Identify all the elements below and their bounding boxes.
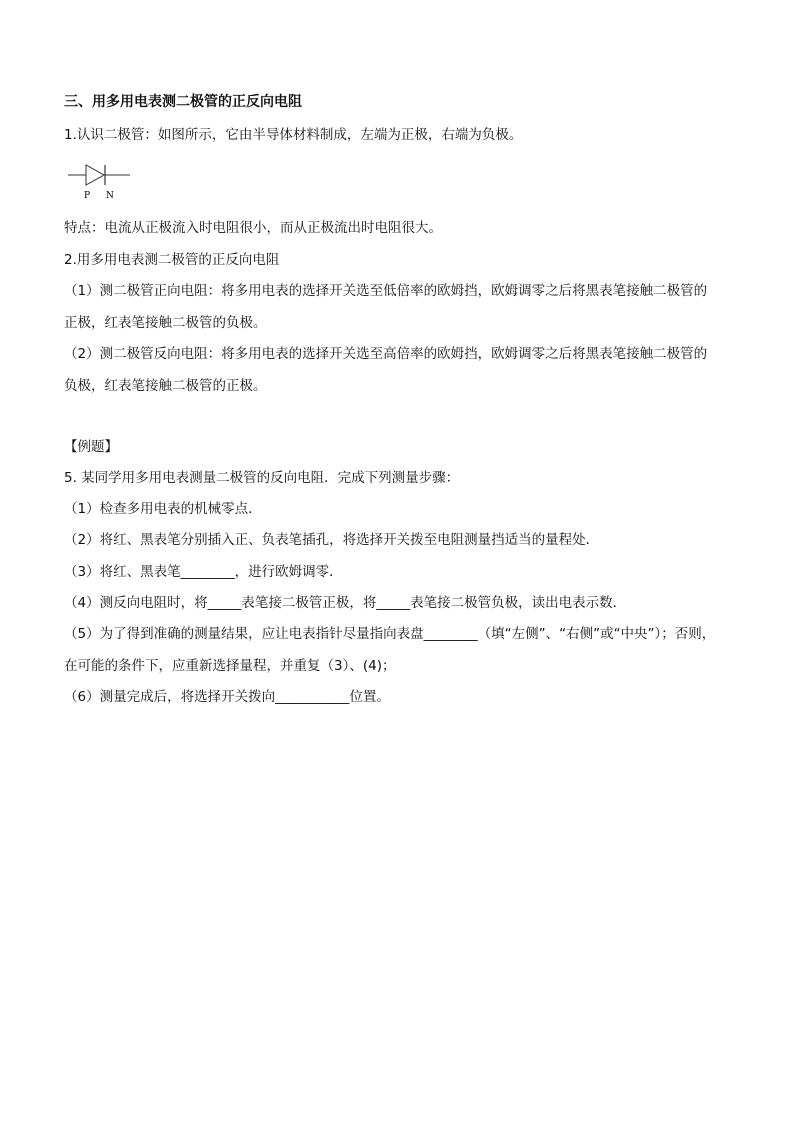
example-tag: 【例题】 [64,439,118,455]
diode-label-n: N [106,191,114,201]
diode-anode-triangle [86,165,104,185]
diode-symbol-figure [64,156,144,202]
question-intro: 5. 某同学用多用电表测量二极管的反向电阻．完成下列测量步骤： [64,470,460,486]
diode-intro-text: 1.认识二极管：如图所示，它由半导体材料制成，左端为正极，右端为负极。 [64,127,523,143]
question-step-6: （6）测量完成后，将选择开关拨向___________位置。 [64,689,390,705]
diode-label-p: P [84,191,91,201]
diode-feature-text: 特点：电流从正极流入时电阻很小，而从正极流出时电阻很大。 [64,220,442,236]
measurement-method-heading: 2.用多用电表测二极管的正反向电阻 [64,252,280,268]
section-title: 三、用多用电表测二极管的正反向电阻 [64,94,302,110]
reverse-resistance-line-2: 负极，红表笔接触二极管的正极。 [64,378,267,394]
question-step-1: （1）检查多用电表的机械零点． [64,501,262,517]
reverse-resistance-line-1: （2）测二极管反向电阻：将多用电表的选择开关选至高倍率的欧姆挡，欧姆调零之后将黑表笔接触二极管的 [64,346,708,362]
question-step-5-line-1: （5）为了得到准确的测量结果，应让电表指针尽量指向表盘________（填“左侧”、“右侧”或“中央”）；否则， [64,626,716,642]
forward-resistance-line-2: 正极，红表笔接触二极管的负极。 [64,315,267,331]
forward-resistance-line-1: （1）测二极管正向电阻：将多用电表的选择开关选至低倍率的欧姆挡，欧姆调零之后将黑表笔接触二极管的 [64,283,708,299]
question-step-2: （2）将红、黑表笔分别插入正、负表笔插孔，将选择开关拨至电阻测量挡适当的量程处． [64,532,600,548]
question-step-5-line-2: 在可能的条件下，应重新选择量程，并重复（3）、(4)； [64,658,396,674]
question-step-3: （3）将红、黑表笔________，进行欧姆调零． [64,564,343,580]
question-step-4: （4）测反向电阻时，将_____表笔接二极管正极，将_____表笔接二极管负极，读出电表示数． [64,595,627,611]
